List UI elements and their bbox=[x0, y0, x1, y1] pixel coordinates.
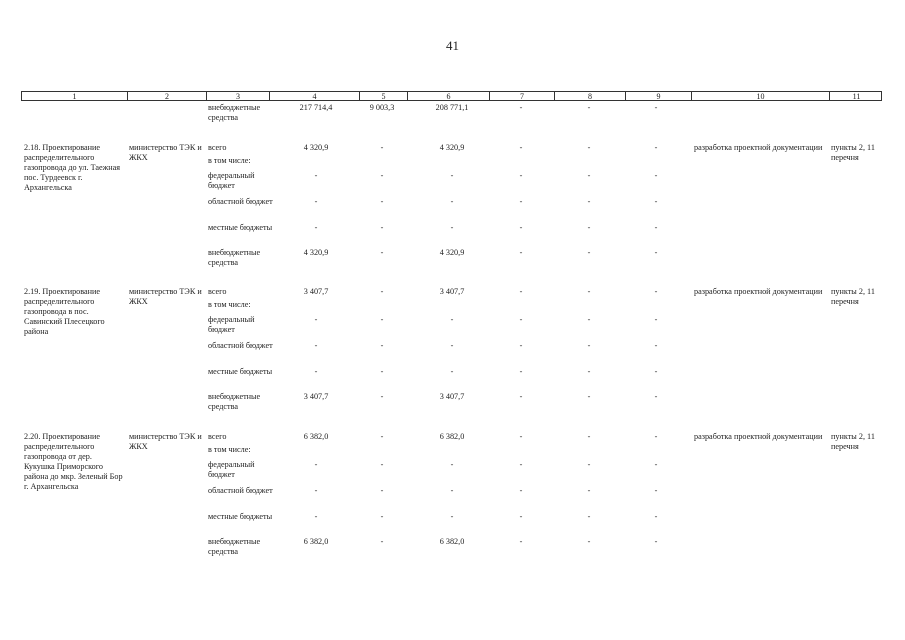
column-header-2: 2 bbox=[127, 92, 206, 101]
funding-source-label: внебюджетные средства bbox=[208, 248, 261, 267]
section-2-row-3-col-8: - bbox=[587, 315, 591, 324]
section-3-row-5-col-9: - bbox=[654, 512, 658, 521]
section-2-row-6-col-8: - bbox=[587, 392, 591, 401]
section-2-row-6-col-9: - bbox=[654, 392, 658, 401]
section-1-row-3-col-9: - bbox=[654, 171, 658, 180]
column-header-4: 4 bbox=[269, 92, 359, 101]
section-3-row-3-col-9: - bbox=[654, 460, 658, 469]
section-3-row-6-col-4: 6 382,0 bbox=[303, 537, 329, 546]
section-2-row-6-col-6: 3 407,7 bbox=[439, 392, 465, 401]
section-3-row-1-col-4: 6 382,0 bbox=[303, 432, 329, 441]
section-2-row-1-col-8: - bbox=[587, 287, 591, 296]
section-1-row-4-col-9: - bbox=[654, 197, 658, 206]
section-executor: министерство ТЭК и ЖКХ bbox=[129, 432, 202, 451]
section-2-row-1-col-5: - bbox=[380, 287, 384, 296]
section-3-row-4-col-8: - bbox=[587, 486, 591, 495]
column-header-10: 10 bbox=[691, 92, 829, 101]
section-1-row-1-col-4: 4 320,9 bbox=[303, 143, 329, 152]
section-executor: министерство ТЭК и ЖКХ bbox=[129, 143, 202, 162]
section-2-row-5-col-6: - bbox=[450, 367, 454, 376]
section-3-row-3-col-6: - bbox=[450, 460, 454, 469]
section-executor: министерство ТЭК и ЖКХ bbox=[129, 287, 202, 306]
section-3-row-6-col-5: - bbox=[380, 537, 384, 546]
section-3-row-4-col-4: - bbox=[314, 486, 318, 495]
funding-source-label: областной бюджет bbox=[208, 341, 273, 350]
section-reference: пункты 2, 11 перечня bbox=[831, 143, 875, 162]
section-2-row-1-col-4: 3 407,7 bbox=[303, 287, 329, 296]
section-1-row-5-col-7: - bbox=[519, 223, 523, 232]
column-header-11: 11 bbox=[829, 92, 883, 101]
section-2-row-4-col-8: - bbox=[587, 341, 591, 350]
section-1-row-4-col-8: - bbox=[587, 197, 591, 206]
carryover-row-col-9: - bbox=[654, 103, 658, 112]
section-2-row-1-col-9: - bbox=[654, 287, 658, 296]
section-1-row-5-col-9: - bbox=[654, 223, 658, 232]
section-1-row-3-col-7: - bbox=[519, 171, 523, 180]
section-2-row-5-col-7: - bbox=[519, 367, 523, 376]
section-1-row-3-col-4: - bbox=[314, 171, 318, 180]
section-2-row-4-col-7: - bbox=[519, 341, 523, 350]
funding-source-label: всего bbox=[208, 287, 227, 296]
section-1-row-6-col-9: - bbox=[654, 248, 658, 257]
section-3-row-6-col-6: 6 382,0 bbox=[439, 537, 465, 546]
section-1-row-5-col-8: - bbox=[587, 223, 591, 232]
section-1-row-4-col-5: - bbox=[380, 197, 384, 206]
section-3-row-4-col-9: - bbox=[654, 486, 658, 495]
section-1-row-5-col-4: - bbox=[314, 223, 318, 232]
section-1-row-6-col-6: 4 320,9 bbox=[439, 248, 465, 257]
section-1-row-1-col-7: - bbox=[519, 143, 523, 152]
section-2-row-4-col-9: - bbox=[654, 341, 658, 350]
section-3-row-3-col-4: - bbox=[314, 460, 318, 469]
section-1-row-1-col-9: - bbox=[654, 143, 658, 152]
section-reference: пункты 2, 11 перечня bbox=[831, 287, 875, 306]
section-3-row-1-col-9: - bbox=[654, 432, 658, 441]
carryover-row-col-7: - bbox=[519, 103, 523, 112]
section-3-row-4-col-7: - bbox=[519, 486, 523, 495]
section-1-row-3-col-5: - bbox=[380, 171, 384, 180]
section-3-row-5-col-4: - bbox=[314, 512, 318, 521]
funding-source-label: внебюджетные средства bbox=[208, 103, 261, 122]
section-2-row-1-col-7: - bbox=[519, 287, 523, 296]
section-1-row-4-col-7: - bbox=[519, 197, 523, 206]
section-2-row-5-col-9: - bbox=[654, 367, 658, 376]
funding-source-label: внебюджетные средства bbox=[208, 537, 261, 556]
section-1-row-6-col-8: - bbox=[587, 248, 591, 257]
carryover-row-col-6: 208 771,1 bbox=[435, 103, 469, 112]
column-header-7: 7 bbox=[489, 92, 554, 101]
section-title: 2.19. Проектирование распределительного газопровода в пос. Савинский Плесецкого района bbox=[24, 287, 105, 336]
section-1-row-3-col-8: - bbox=[587, 171, 591, 180]
section-2-row-5-col-8: - bbox=[587, 367, 591, 376]
column-header-8: 8 bbox=[554, 92, 625, 101]
section-2-row-5-col-5: - bbox=[380, 367, 384, 376]
funding-source-label: федеральный бюджет bbox=[208, 460, 255, 479]
funding-source-label: всего bbox=[208, 432, 227, 441]
section-1-row-6-col-7: - bbox=[519, 248, 523, 257]
section-3-row-1-col-7: - bbox=[519, 432, 523, 441]
funding-source-label: областной бюджет bbox=[208, 197, 273, 206]
section-3-row-4-col-6: - bbox=[450, 486, 454, 495]
section-1-row-4-col-6: - bbox=[450, 197, 454, 206]
section-2-row-3-col-7: - bbox=[519, 315, 523, 324]
section-1-row-1-col-5: - bbox=[380, 143, 384, 152]
section-3-row-3-col-8: - bbox=[587, 460, 591, 469]
column-header-5: 5 bbox=[359, 92, 407, 101]
section-3-row-3-col-7: - bbox=[519, 460, 523, 469]
section-2-row-6-col-5: - bbox=[380, 392, 384, 401]
section-title: 2.20. Проектирование распределительного газопровода от дер. Кукушка Приморского района до мкр. Зеленый Бор г. Архангельска bbox=[24, 432, 123, 491]
section-1-row-5-col-6: - bbox=[450, 223, 454, 232]
section-1-row-6-col-5: - bbox=[380, 248, 384, 257]
column-header-9: 9 bbox=[625, 92, 691, 101]
page-number: 41 bbox=[446, 38, 459, 53]
section-reference: пункты 2, 11 перечня bbox=[831, 432, 875, 451]
section-result: разработка проектной документации bbox=[694, 432, 823, 441]
funding-source-label: внебюджетные средства bbox=[208, 392, 261, 411]
funding-source-label: федеральный бюджет bbox=[208, 315, 255, 334]
section-3-row-4-col-5: - bbox=[380, 486, 384, 495]
section-2-row-4-col-4: - bbox=[314, 341, 318, 350]
section-3-row-5-col-5: - bbox=[380, 512, 384, 521]
section-3-row-3-col-5: - bbox=[380, 460, 384, 469]
carryover-row-col-5: 9 003,3 bbox=[369, 103, 395, 112]
funding-source-label: областной бюджет bbox=[208, 486, 273, 495]
section-2-row-3-col-5: - bbox=[380, 315, 384, 324]
section-3-row-1-col-6: 6 382,0 bbox=[439, 432, 465, 441]
section-1-row-1-col-6: 4 320,9 bbox=[439, 143, 465, 152]
section-1-row-1-col-8: - bbox=[587, 143, 591, 152]
section-2-row-6-col-7: - bbox=[519, 392, 523, 401]
section-1-row-6-col-4: 4 320,9 bbox=[303, 248, 329, 257]
section-result: разработка проектной документации bbox=[694, 143, 823, 152]
section-3-row-6-col-9: - bbox=[654, 537, 658, 546]
column-header-6: 6 bbox=[407, 92, 489, 101]
section-2-row-3-col-4: - bbox=[314, 315, 318, 324]
section-3-row-5-col-7: - bbox=[519, 512, 523, 521]
funding-source-label: в том числе: bbox=[208, 156, 251, 165]
funding-source-label: в том числе: bbox=[208, 300, 251, 309]
section-2-row-1-col-6: 3 407,7 bbox=[439, 287, 465, 296]
column-header-3: 3 bbox=[206, 92, 269, 101]
funding-source-label: федеральный бюджет bbox=[208, 171, 255, 190]
section-result: разработка проектной документации bbox=[694, 287, 823, 296]
section-3-row-1-col-5: - bbox=[380, 432, 384, 441]
section-3-row-5-col-8: - bbox=[587, 512, 591, 521]
funding-source-label: в том числе: bbox=[208, 445, 251, 454]
section-1-row-5-col-5: - bbox=[380, 223, 384, 232]
carryover-row-col-4: 217 714,4 bbox=[299, 103, 333, 112]
carryover-row-col-8: - bbox=[587, 103, 591, 112]
section-2-row-4-col-6: - bbox=[450, 341, 454, 350]
section-2-row-4-col-5: - bbox=[380, 341, 384, 350]
section-3-row-6-col-7: - bbox=[519, 537, 523, 546]
funding-source-label: местные бюджеты bbox=[208, 512, 273, 521]
section-2-row-6-col-4: 3 407,7 bbox=[303, 392, 329, 401]
section-1-row-3-col-6: - bbox=[450, 171, 454, 180]
table-header-row bbox=[21, 91, 882, 101]
funding-source-label: местные бюджеты bbox=[208, 223, 273, 232]
column-header-1: 1 bbox=[72, 92, 77, 101]
funding-source-label: местные бюджеты bbox=[208, 367, 273, 376]
section-3-row-1-col-8: - bbox=[587, 432, 591, 441]
funding-source-label: всего bbox=[208, 143, 227, 152]
section-3-row-5-col-6: - bbox=[450, 512, 454, 521]
section-title: 2.18. Проектирование распределительного газопровода до ул. Таежная пос. Турдеевск г. Архангельска bbox=[24, 143, 121, 192]
section-3-row-6-col-8: - bbox=[587, 537, 591, 546]
section-2-row-5-col-4: - bbox=[314, 367, 318, 376]
section-2-row-3-col-9: - bbox=[654, 315, 658, 324]
section-2-row-3-col-6: - bbox=[450, 315, 454, 324]
section-1-row-4-col-4: - bbox=[314, 197, 318, 206]
